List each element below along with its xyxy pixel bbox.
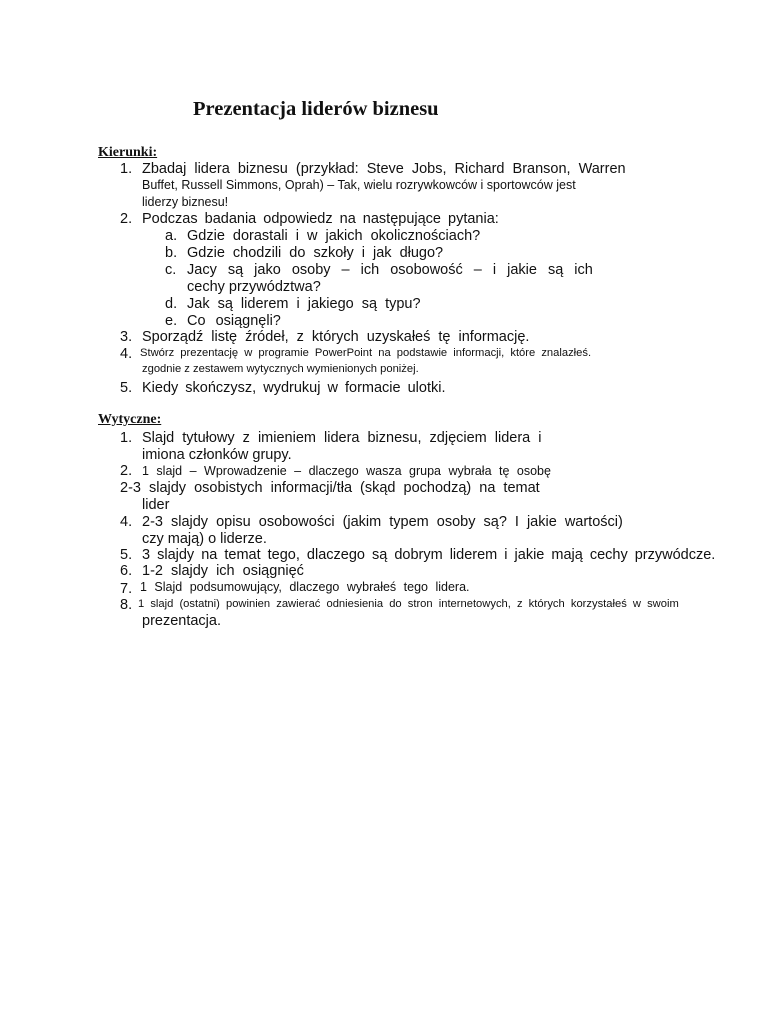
kierunki-item-1-line-3: liderzy biznesu! xyxy=(142,195,229,209)
kierunki-item-1-line-2: Buffet, Russell Simmons, Oprah) – Tak, wielu rozrywkowców i sportowców jest xyxy=(142,178,576,192)
wytyczne-item-4-line-1: 2-3 slajdy opisu osobowości (jakim typem osoby są? I jakie wartości) xyxy=(142,514,623,530)
kierunki-item-2-marker: 2. xyxy=(120,211,133,227)
wytyczne-item-4-line-2: czy mają) o liderze. xyxy=(142,531,267,547)
kierunki-item-3-marker: 3. xyxy=(120,329,133,345)
kierunki-sub-b-marker: b. xyxy=(165,245,178,261)
kierunki-item-4-marker: 4. xyxy=(120,346,133,362)
kierunki-item-5-line-1: Kiedy skończysz, wydrukuj w formacie ulotki. xyxy=(142,380,446,396)
document-title: Prezentacja liderów biznesu xyxy=(193,98,439,120)
kierunki-item-1-line-1: Zbadaj lidera biznesu (przykład: Steve Jobs, Richard Branson, Warren xyxy=(142,161,626,177)
wytyczne-heading: Wytyczne: xyxy=(98,412,162,427)
wytyczne-item-1-line-1: Slajd tytułowy z imieniem lidera biznesu, zdjęciem lidera i xyxy=(142,430,542,446)
kierunki-heading: Kierunki: xyxy=(98,145,158,160)
kierunki-item-4-line-2: zgodnie z zestawem wytycznych wymienionych poniżej. xyxy=(142,363,419,375)
wytyczne-item-2-line-1: 1 slajd – Wprowadzenie – dlaczego wasza grupa wybrała tę osobę xyxy=(142,464,551,478)
kierunki-sub-a-line-1: Gdzie dorastali i w jakich okolicznościach? xyxy=(187,228,481,244)
wytyczne-item-6-line-1: 1-2 slajdy ich osiągnięć xyxy=(142,563,304,579)
kierunki-sub-e-line-1: Co osiągnęli? xyxy=(187,313,281,329)
wytyczne-item-8-line-1: 1 slajd (ostatni) powinien zawierać odniesienia do stron internetowych, z których korzystałeś w swoim xyxy=(138,598,679,610)
kierunki-sub-c-marker: c. xyxy=(165,262,177,278)
kierunki-sub-c-line-2: cechy przywództwa? xyxy=(187,279,321,295)
wytyczne-item-3-line-2: lider xyxy=(142,497,170,513)
kierunki-sub-d-marker: d. xyxy=(165,296,178,312)
wytyczne-item-7-line-1: 1 Slajd podsumowujący, dlaczego wybrałeś tego lidera. xyxy=(140,580,470,594)
wytyczne-item-8-line-2: prezentacja. xyxy=(142,613,221,629)
wytyczne-item-2-marker: 2. xyxy=(120,463,133,479)
kierunki-item-4-line-1: Stwórz prezentację w programie PowerPoint na podstawie informacji, które znalazłeś. xyxy=(140,347,592,359)
kierunki-sub-d-line-1: Jak są liderem i jakiego są typu? xyxy=(187,296,421,312)
wytyczne-item-1-line-2: imiona członków grupy. xyxy=(142,447,292,463)
kierunki-item-5-marker: 5. xyxy=(120,380,133,396)
wytyczne-item-7-marker: 7. xyxy=(120,581,133,597)
kierunki-sub-c-line-1: Jacy są jako osoby – ich osobowość – i jakie są ich xyxy=(187,262,593,278)
wytyczne-item-1-marker: 1. xyxy=(120,430,133,446)
wytyczne-item-5-marker: 5. xyxy=(120,547,133,563)
kierunki-item-3-line-1: Sporządź listę źródeł, z których uzyskałeś tę informację. xyxy=(142,329,530,345)
wytyczne-item-8-marker: 8. xyxy=(120,597,133,613)
kierunki-item-1-marker: 1. xyxy=(120,161,133,177)
wytyczne-item-3-line-1: 2-3 slajdy osobistych informacji/tła (skąd pochodzą) na temat xyxy=(120,480,540,496)
kierunki-item-2-line-1: Podczas badania odpowiedz na następujące pytania: xyxy=(142,211,499,227)
wytyczne-item-4-marker: 4. xyxy=(120,514,133,530)
wytyczne-item-6-marker: 6. xyxy=(120,563,133,579)
kierunki-sub-b-line-1: Gdzie chodzili do szkoły i jak długo? xyxy=(187,245,444,261)
wytyczne-item-5-line-1: 3 slajdy na temat tego, dlaczego są dobrym liderem i jakie mają cechy przywódcze. xyxy=(142,547,716,563)
kierunki-sub-a-marker: a. xyxy=(165,228,178,244)
kierunki-sub-e-marker: e. xyxy=(165,313,178,329)
